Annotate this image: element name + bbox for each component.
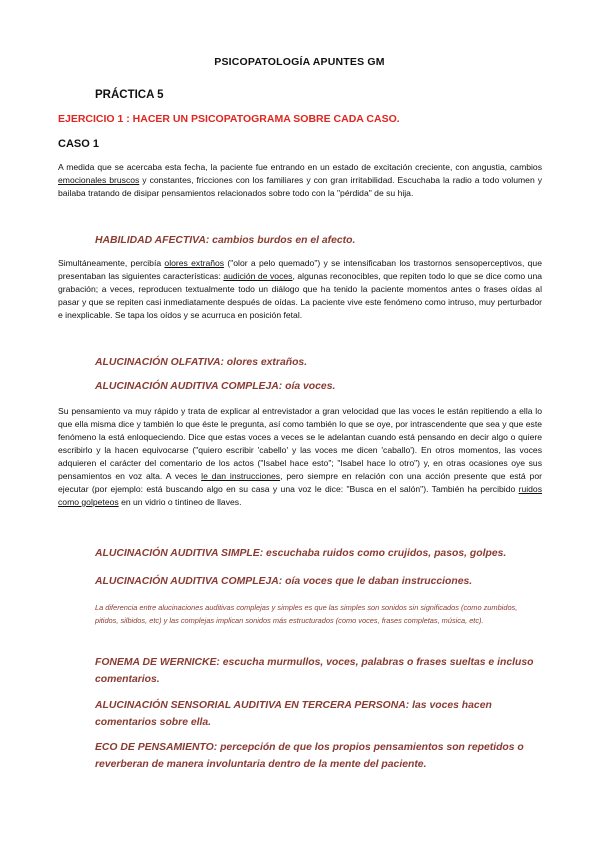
concept-head: ALUCINACIÓN AUDITIVA COMPLEJA: [95, 576, 283, 587]
concept-text: oía voces que le daban instrucciones. [282, 576, 473, 587]
concept-auditory-simple [95, 545, 543, 562]
paragraph-text: en un vidrio o tintineo de llaves. [118, 497, 242, 507]
case-paragraph-1 [58, 161, 542, 200]
paragraph-text: Su pensamiento va muy rápido y trata de explicar al entrevistador a gran velocidad que las voces le están repitiendo a ella lo que ella misma dice y también lo que éste le pregunta, así como también lo que se oye, por intrascendente que sea y que este fenómeno la está enloqueciendo. Dice que estas voces a veces se le adelantan cuando está pensando en decir algo o quiere escribirlo y la hacen equivocarse ("quiero escribir 'cabello' y las voces me dicen 'caballo'). En otros momentos, las voces adquieren el carácter del comentario de los actos ("Isabel hace esto"; "Isabel hace lo otro") y, en otras ocasiones oye sus pensamientos en voz alta. A veces [58, 406, 542, 481]
concept-text: olores extraños. [223, 357, 308, 368]
case-paragraph-2 [58, 257, 542, 322]
case-paragraph-3 [58, 405, 542, 509]
paragraph-text: A medida que se acercaba esta fecha, la paciente fue entrando en un estado de excitación creciente, con angustia, cambios [58, 162, 542, 172]
underlined-phrase: ruidos como golpeteos [58, 484, 542, 507]
paragraph-text: y constantes, fricciones con los familiares y con gran irritabilidad. Escuchaba la radio a todo volumen y bailaba tratando de disipar pensamientos relacionados sobre todo con la "pérdida" de su hija. [58, 175, 542, 198]
concept-head: ALUCINACIÓN AUDITIVA COMPLEJA: [95, 381, 283, 392]
paragraph-text: , algunas reconocibles, que repiten todo lo que se dice como una grabación; a veces, reproducen textualmente todo un diálogo que ha tenido la paciente momentos antes o frases oídas al pasar y que se repiten casi inmediatamente después de oídas. La paciente vive este fenómeno como intruso, muy perturbador e inexplicable. Se tapa los oídos y se acurruca en posición fetal. [58, 271, 542, 320]
concept-text: escuchaba ruidos como crujidos, pasos, golpes. [263, 548, 507, 559]
concept-auditory-complex [95, 378, 543, 395]
concept-affective [95, 232, 543, 249]
concept-head: ALUCINACIÓN OLFATIVA: [95, 357, 224, 368]
explanatory-note: La diferencia entre alucinaciones auditivas complejas y simples es que las simples son sonidos sin significados (como zumbidos, pitidos, silbidos, etc) y las complejas implican sonidos más estructurados (como voces, frases completas, música, etc). [95, 603, 518, 625]
underlined-phrase: emocionales bruscos [58, 175, 140, 185]
concept-head: FONEMA DE WERNICKE: [95, 657, 220, 668]
paragraph-text: Simultáneamente, percibía [58, 258, 165, 268]
concept-head: ALUCINACIÓN AUDITIVA SIMPLE: [95, 548, 264, 559]
concept-olfactory [95, 354, 543, 371]
paragraph-text: , pero siempre en relación con una acción presente que está por ejecutar (por ejemplo: está buscando algo en su casa y una voz le dice: "Busca en el salón"). También ha percibido [58, 471, 542, 494]
underlined-phrase: le dan instrucciones [201, 471, 281, 481]
underlined-phrase: audición de voces [223, 271, 293, 281]
paragraph-text: ("olor a pelo quemado") y se intensificaban los trastornos sensoperceptivos, que presentaban las siguientes características: [58, 258, 542, 281]
case-heading: CASO 1 [58, 138, 99, 150]
concept-text: las voces hacen comentarios sobre ella. [95, 700, 492, 728]
underlined-phrase: olores extraños [164, 258, 225, 268]
exercise-heading: EJERCICIO 1 : HACER UN PSICOPATOGRAMA SOBRE CADA CASO. [58, 113, 400, 125]
practice-heading: PRÁCTICA 5 [95, 89, 164, 101]
concept-third-person [95, 697, 543, 731]
concept-text: oía voces. [282, 381, 336, 392]
concept-thought-echo [95, 739, 543, 773]
concept-head: HABILIDAD AFECTIVA: [95, 235, 210, 246]
concept-head: ECO DE PENSAMIENTO: [95, 742, 218, 753]
concept-text: percepción de que los propios pensamientos son repetidos o reverberan de manera involuntaria dentro de la mente del paciente. [95, 742, 524, 770]
concept-text: cambios burdos en el afecto. [209, 235, 356, 246]
concept-text: escucha murmullos, voces, palabras o frases sueltas e incluso comentarios. [95, 657, 534, 685]
concept-head: ALUCINACIÓN SENSORIAL AUDITIVA EN TERCERA PERSONA: [95, 700, 410, 711]
concept-auditory-complex-instructions [95, 573, 543, 590]
document-title: PSICOPATOLOGÍA APUNTES GM [214, 56, 385, 68]
concept-wernicke [95, 654, 543, 688]
